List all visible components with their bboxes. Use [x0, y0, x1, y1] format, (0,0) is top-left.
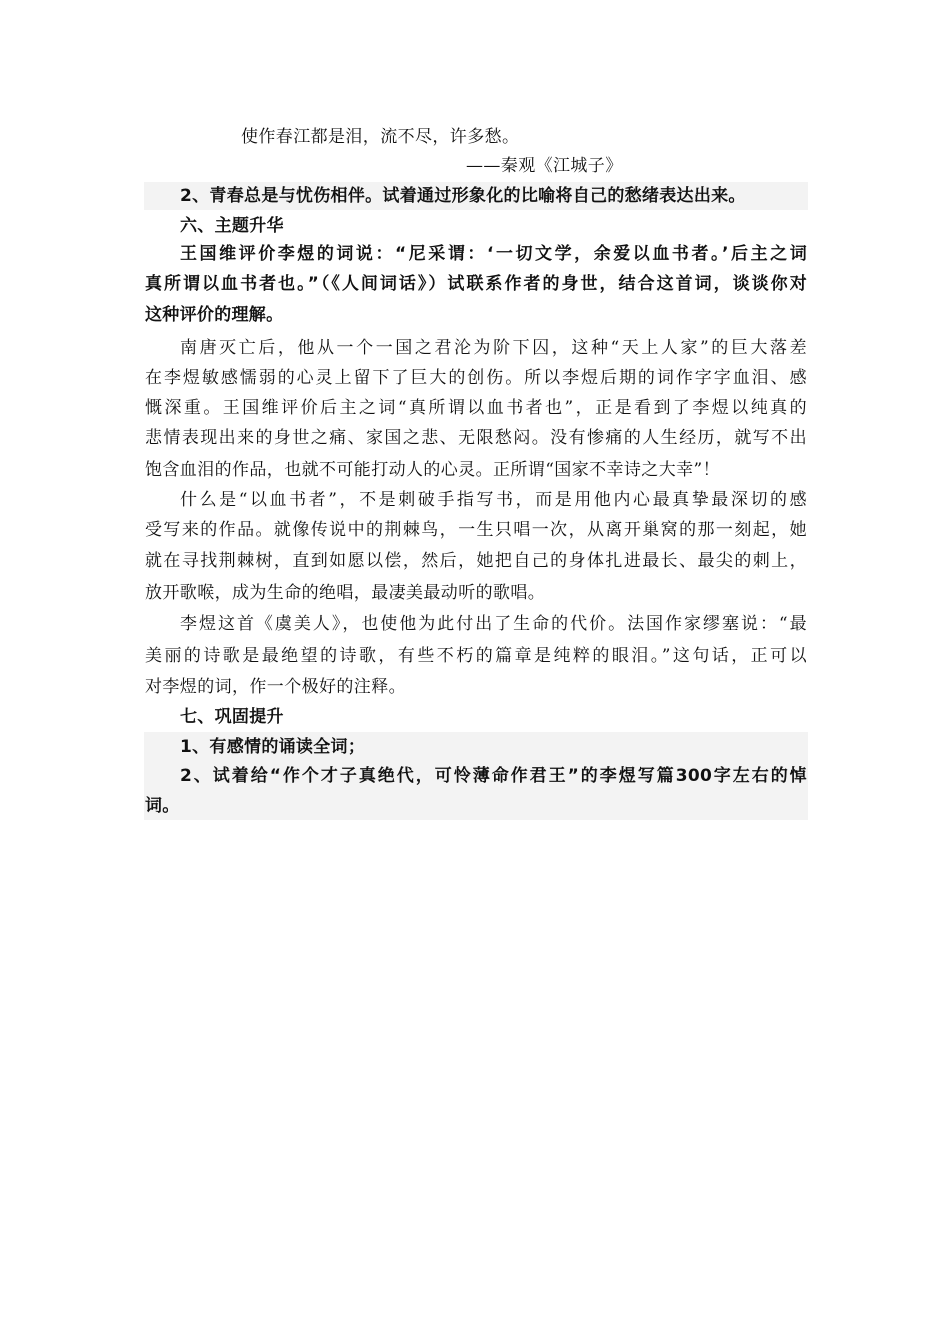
- para2-line-3: 就在寻找荆棘树，直到如愿以偿，然后，她把自己的身体扎进最长、最尖的刺上，: [145, 551, 807, 571]
- para3-line-1: 李煜这首《虞美人》，也使他为此付出了生命的代价。法国作家缪塞说：“最: [180, 614, 807, 634]
- task2-text: 2、青春总是与忧伤相伴。试着通过形象化的比喻将自己的愁绪表达出来。: [180, 186, 746, 206]
- section6-question-line-2: 真所谓以血书者也。”（《人间词话》）试联系作者的身世，结合这首词，谈谈你对: [145, 274, 807, 294]
- para2-line-1: 什么是“以血书者”，不是刺破手指写书，而是用他内心最真挚最深切的感: [180, 490, 807, 510]
- para3-line-2: 美丽的诗歌是最绝望的诗歌，有些不朽的篇章是纯粹的眼泪。”这句话，正可以: [145, 646, 807, 666]
- section7-heading: 七、巩固提升: [180, 707, 284, 727]
- section6-heading: 六、主题升华: [180, 216, 284, 236]
- poem-line: 使作春江都是泪，流不尽，许多愁。: [241, 127, 520, 147]
- section7-item1: 1、有感情的诵读全词；: [180, 737, 366, 757]
- para1-line-5: 饱含血泪的作品，也就不可能打动人的心灵。正所谓“国家不幸诗之大幸”！: [145, 460, 720, 480]
- section6-question-line-1: 王国维评价李煜的词说：“尼采谓：‘一切文学，余爱以血书者。’后主之词: [180, 244, 807, 264]
- para1-line-4: 悲情表现出来的身世之痛、家国之悲、无限愁闷。没有惨痛的人生经历，就写不出: [145, 428, 807, 448]
- para1-line-3: 慨深重。王国维评价后主之词“真所谓以血书者也”，正是看到了李煜以纯真的: [145, 398, 807, 418]
- para2-line-4: 放开歌喉，成为生命的绝唱，最凄美最动听的歌唱。: [145, 583, 546, 603]
- para1-line-1: 南唐灭亡后，他从一个一国之君沦为阶下囚，这种“天上人家”的巨大落差: [180, 338, 807, 358]
- section7-item2-line-2: 词。: [145, 796, 180, 816]
- section7-item2-line-1: 2、试着给“作个才子真绝代，可怜薄命作君王”的李煜写篇300字左右的悼: [180, 766, 807, 786]
- section6-question-line-3: 这种评价的理解。: [145, 305, 284, 325]
- para1-line-2: 在李煜敏感懦弱的心灵上留下了巨大的创伤。所以李煜后期的词作字字血泪、感: [145, 368, 807, 388]
- para3-line-3: 对李煜的词，作一个极好的注释。: [145, 677, 406, 697]
- para2-line-2: 受写来的作品。就像传说中的荆棘鸟，一生只唱一次，从离开巢窝的那一刻起，她: [145, 520, 807, 540]
- poem-attribution: ——秦观《江城子》: [466, 156, 623, 176]
